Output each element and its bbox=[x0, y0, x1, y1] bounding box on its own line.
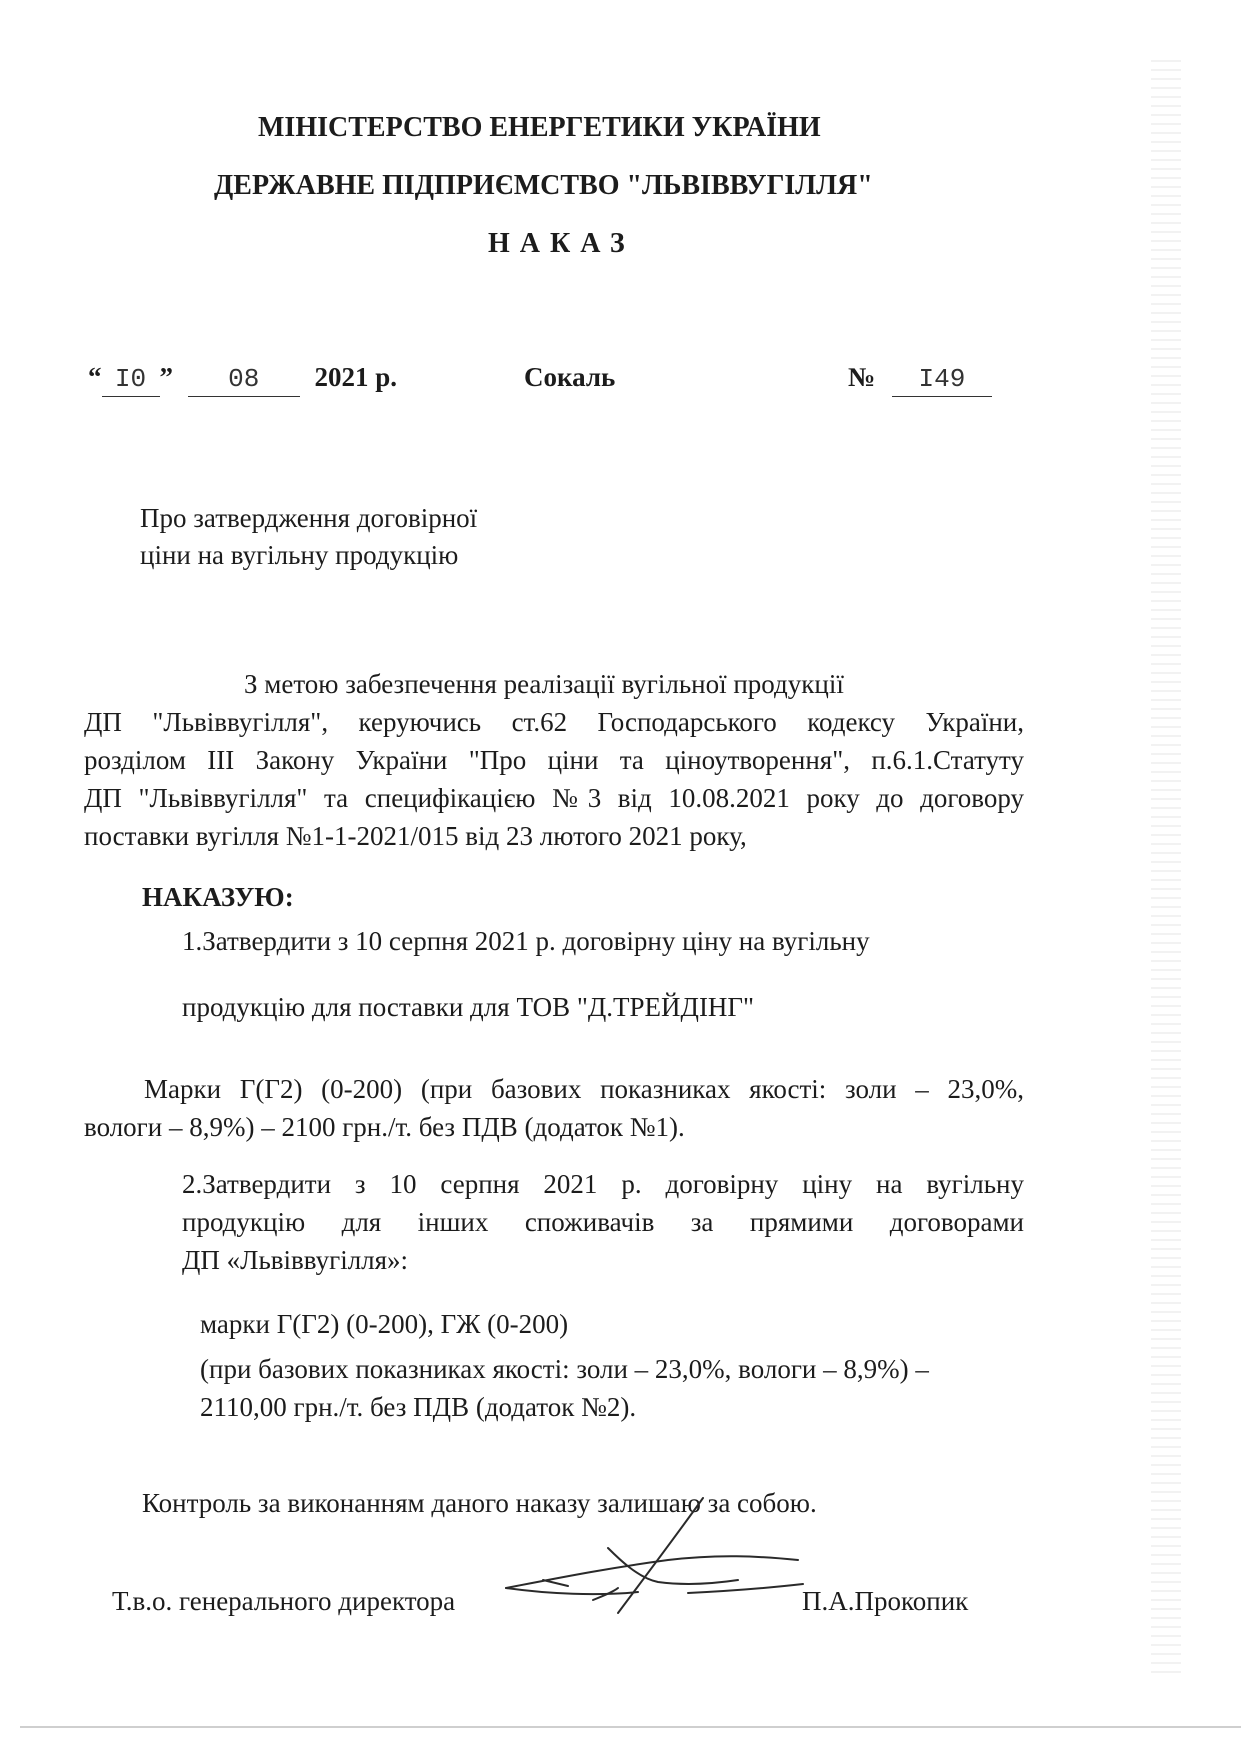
grade1-line-1: Марки Г(Г2) (0-200) (при базових показниках якості: золи – 23,0%, bbox=[144, 1074, 1024, 1104]
date-field bbox=[88, 362, 397, 397]
grade2-line-2: (при базових показниках якості: золи – 23,0%, вологи – 8,9%) – bbox=[200, 1354, 929, 1384]
preamble-line-1: З метою забезпечення реалізації вугільної продукції bbox=[244, 669, 844, 699]
item2-line-3: ДП «Львіввугілля»: bbox=[182, 1245, 409, 1275]
document-type: НАКАЗ bbox=[488, 228, 635, 259]
quote-open: “ bbox=[88, 362, 102, 392]
subject-line-1: Про затвердження договірної bbox=[140, 503, 478, 533]
subject-line-2: ціни на вугільну продукцію bbox=[140, 540, 459, 570]
enterprise-header: ДЕРЖАВНЕ ПІДПРИЄМСТВО "ЛЬВІВВУГІЛЛЯ" bbox=[214, 170, 873, 201]
quote-close: ” bbox=[159, 362, 173, 392]
item1-line-1: 1.Затвердити з 10 серпня 2021 р. договірну ціну на вугільну bbox=[182, 926, 870, 956]
date-month: 08 bbox=[188, 364, 300, 397]
order-heading: НАКАЗУЮ: bbox=[142, 882, 294, 912]
scan-bottom-line bbox=[20, 1726, 1241, 1728]
preamble-line-3: розділом III Закону України "Про ціни та ціноутворення", п.6.1.Статуту bbox=[84, 745, 1024, 775]
date-day: I0 bbox=[102, 364, 160, 397]
date-place-number-row bbox=[88, 362, 1008, 402]
preamble-line-4: ДП "Львіввугілля" та специфікацією №3 від 10.08.2021 року до договору bbox=[84, 783, 1024, 813]
scan-edge-noise bbox=[1151, 60, 1181, 1680]
grade2-line-3: 2110,00 грн./т. без ПДВ (додаток №2). bbox=[200, 1392, 637, 1422]
number-field bbox=[848, 362, 992, 397]
signature-image bbox=[498, 1488, 828, 1618]
grade1-block bbox=[84, 1070, 1024, 1146]
item2-line-1: 2.Затвердити з 10 серпня 2021 р. договірну ціну на вугільну bbox=[182, 1169, 1024, 1199]
number-sign: № bbox=[848, 362, 876, 392]
grade2-line-1: марки Г(Г2) (0-200), ГЖ (0-200) bbox=[200, 1309, 569, 1339]
order-number: I49 bbox=[892, 364, 992, 397]
ministry-header: МІНІСТЕРСТВО ЕНЕРГЕТИКИ УКРАЇНИ bbox=[258, 112, 821, 143]
preamble bbox=[84, 665, 1024, 855]
subject bbox=[140, 500, 477, 574]
control-statement: Контроль за виконанням даного наказу залишаю за собою. bbox=[142, 1488, 817, 1518]
item2-block bbox=[182, 1165, 1024, 1279]
place: Сокаль bbox=[524, 362, 616, 392]
item1-line-2: продукцію для поставки для ТОВ "Д.ТРЕЙДІНГ" bbox=[182, 992, 755, 1022]
preamble-line-2: ДП "Львіввугілля", керуючись ст.62 Господарського кодексу України, bbox=[84, 707, 1024, 737]
date-year: 2021 р. bbox=[314, 362, 398, 392]
signatory-title: Т.в.о. генерального директора bbox=[112, 1586, 456, 1616]
grade1-line-2: вологи – 8,9%) – 2100 грн./т. без ПДВ (додаток №1). bbox=[84, 1112, 685, 1142]
signatory-name: П.А.Прокопик bbox=[802, 1586, 969, 1616]
item2-line-2: продукцію для інших споживачів за прямими договорами bbox=[182, 1207, 1024, 1237]
preamble-line-5: поставки вугілля №1-1-2021/015 від 23 лютого 2021 року, bbox=[84, 821, 747, 851]
